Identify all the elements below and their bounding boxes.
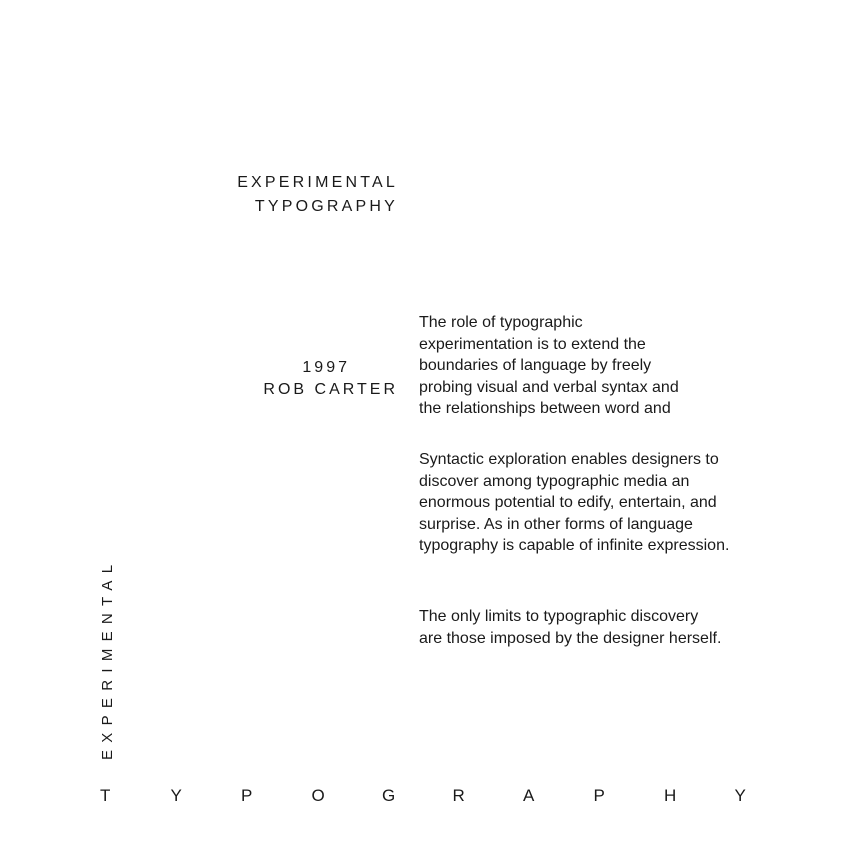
title-line-1: EXPERIMENTAL [237,174,398,191]
bottom-letter: Y [170,786,182,805]
year-label: 1997 [302,359,350,376]
bottom-letter: T [100,786,111,805]
bottom-letter: R [452,786,465,805]
author-label: ROB CARTER [263,381,398,398]
bottom-letter: Y [734,786,746,805]
bottom-letter-row [100,786,750,806]
paragraph-1: The role of typographic experimentation is to extend the boundaries of language by freely probing visual and verbal syntax and the relationships between word and [419,314,679,417]
bottom-letter: H [664,786,677,805]
bottom-letter: O [311,786,325,805]
bottom-letter: A [523,786,535,805]
bottom-letter: P [241,786,253,805]
paragraph-2: Syntactic exploration enables designers to discover among typographic media an enormous potential to edify, entertain, and surprise. As in other forms of language typography is capable of infinite expression. [419,451,730,554]
poster-meta [263,357,398,401]
bottom-letter: P [593,786,605,805]
poster-title [237,171,398,219]
paragraph-3: The only limits to typographic discovery are those imposed by the designer herself. [419,608,722,647]
title-line-2: TYPOGRAPHY [254,198,398,215]
vertical-word-experimental: EXPERIMENTAL [99,557,116,760]
bottom-letter: G [382,786,396,805]
